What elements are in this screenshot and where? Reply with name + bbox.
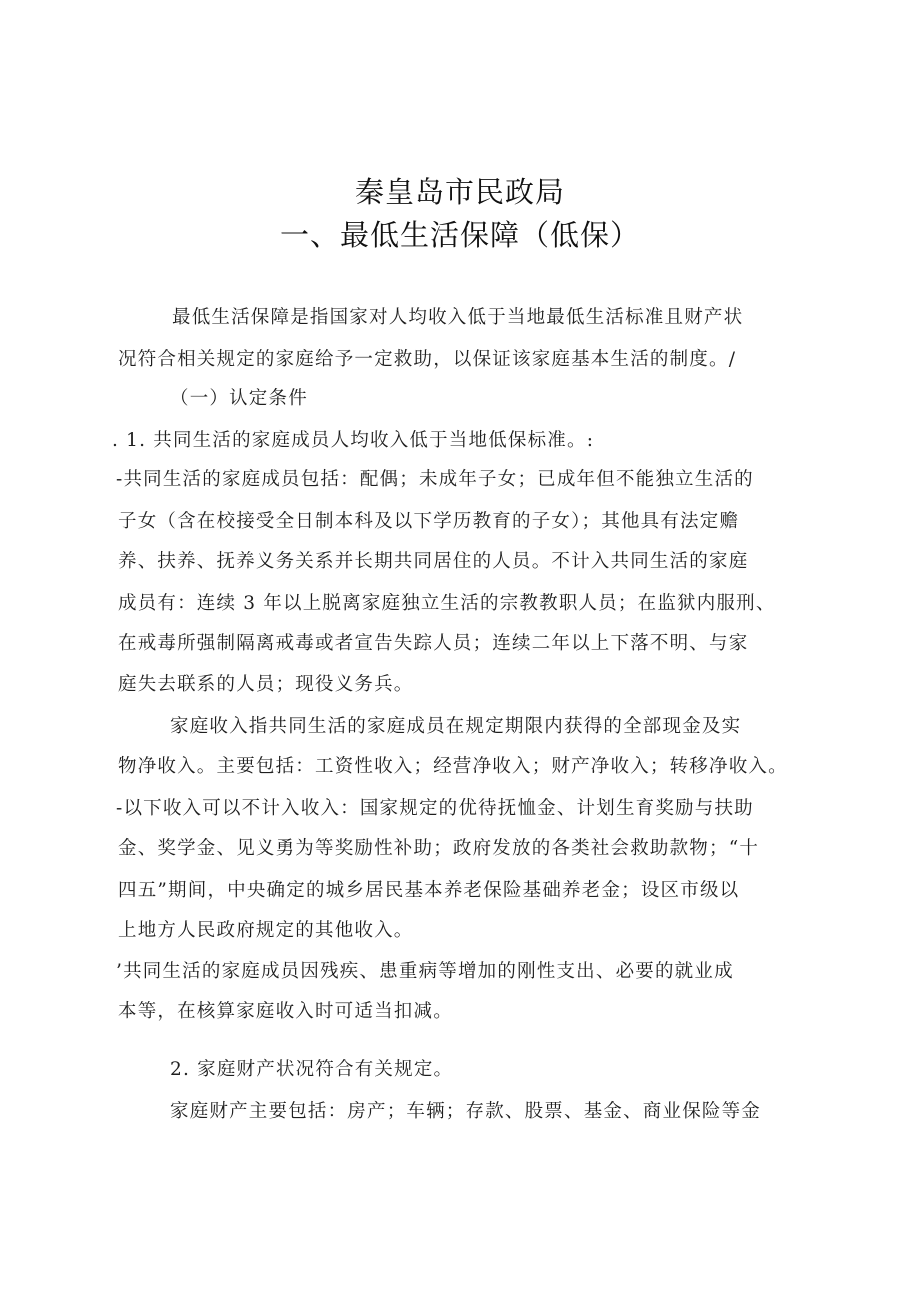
body-line-11: 家庭收入指共同生活的家庭成员在规定期限内获得的全部现金及实 <box>170 716 742 737</box>
body-line-7: 养、扶养、抚养义务关系并长期共同居住的人员。不计入共同生活的家庭 <box>118 551 749 572</box>
body-line-8: 成员有：连续 3 年以上脱离家庭独立生活的宗教教职人员；在监狱内服刑、 <box>118 593 776 614</box>
body-line-12: 物净收入。主要包括：工资性收入；经营净收入；财产净收入；转移净收入。 <box>118 756 788 777</box>
body-line-14: 金、奖学金、见义勇为等奖励性补助；政府发放的各类社会救助款物；“十 <box>118 838 760 859</box>
condition-1-heading: . 1. 共同生活的家庭成员人均收入低于当地低保标准。: <box>112 430 595 451</box>
body-line-20: 家庭财产主要包括：房产；车辆；存款、股票、基金、商业保险等金 <box>170 1101 762 1122</box>
body-line-15: 四五”期间，中央确定的城乡居民基本养老保险基础养老金；设区市级以 <box>118 880 740 901</box>
document-subtitle: 一、最低生活保障（低保） <box>279 218 640 252</box>
body-line-13: -以下收入可以不计入收入：国家规定的优待抚恤金、计划生育奖励与扶助 <box>116 798 754 819</box>
body-line-6: 子女（含在校接受全日制本科及以下学历教育的子女）；其他具有法定赡 <box>118 511 740 532</box>
section-heading-conditions: （一）认定条件 <box>170 388 308 409</box>
document-title: 秦皇岛市民政局 <box>354 175 565 209</box>
body-line-10: 庭失去联系的人员；现役义务兵。 <box>118 674 414 695</box>
body-line-5: -共同生活的家庭成员包括：配偶；未成年子女；已成年但不能独立生活的 <box>116 469 754 490</box>
condition-2-heading: 2. 家庭财产状况符合有关规定。 <box>170 1059 454 1080</box>
body-line-17: ’共同生活的家庭成员因残疾、患重病等增加的刚性支出、必要的就业成 <box>116 961 734 982</box>
body-line-1: 最低生活保障是指国家对人均收入低于当地最低生活标准且财产状 <box>172 307 744 328</box>
body-line-2: 况符合相关规定的家庭给予一定救助，以保证该家庭基本生活的制度。/ <box>118 349 737 370</box>
body-line-18: 本等，在核算家庭收入时可适当扣减。 <box>118 1001 453 1022</box>
body-line-16: 上地方人民政府规定的其他收入。 <box>118 920 414 941</box>
body-line-9: 在戒毒所强制隔离戒毒或者宣告失踪人员；连续二年以上下落不明、与家 <box>118 633 749 654</box>
